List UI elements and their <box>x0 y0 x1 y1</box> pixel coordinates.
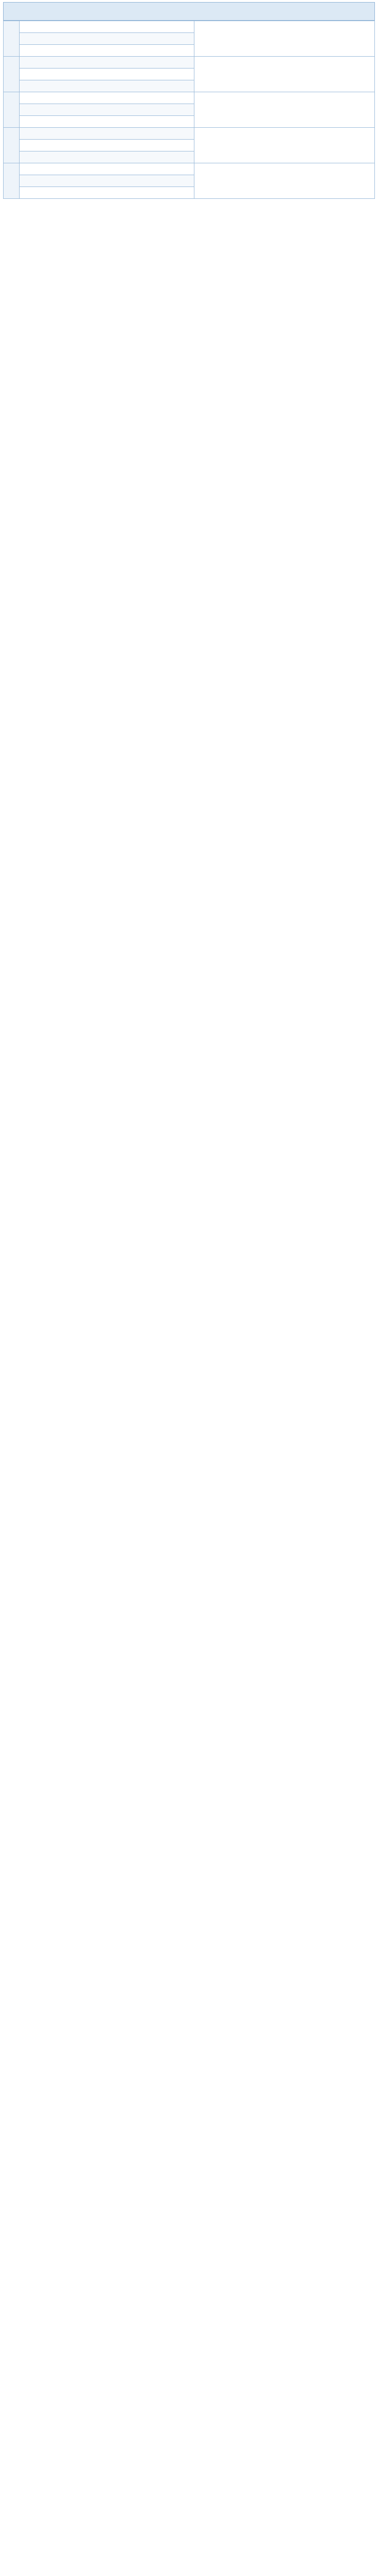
organisation-name <box>20 92 194 104</box>
organisation-name <box>20 104 194 116</box>
project-title <box>194 128 375 163</box>
organisation-name <box>20 175 194 187</box>
project-title <box>194 57 375 92</box>
organisation-name <box>20 80 194 92</box>
table-row <box>4 57 375 69</box>
organisation-name <box>20 45 194 57</box>
project-title <box>194 92 375 128</box>
page-title <box>3 2 375 21</box>
organisation-name <box>20 151 194 163</box>
entry-number <box>4 92 20 128</box>
organisation-name <box>20 116 194 128</box>
table-row <box>4 163 375 175</box>
organisation-name <box>20 69 194 80</box>
organisation-name <box>20 128 194 140</box>
table-row <box>4 128 375 140</box>
entry-number <box>4 57 20 92</box>
organisation-name <box>20 163 194 175</box>
organisation-name <box>20 33 194 45</box>
project-title <box>194 163 375 199</box>
organisation-name <box>20 140 194 151</box>
entry-number <box>4 21 20 57</box>
organisation-name <box>20 21 194 33</box>
project-title <box>194 21 375 57</box>
awards-sheet <box>0 0 378 201</box>
organisation-name <box>20 57 194 69</box>
organisation-name <box>20 187 194 199</box>
awards-table <box>3 21 375 199</box>
table-row <box>4 92 375 104</box>
entry-number <box>4 163 20 199</box>
entry-number <box>4 128 20 163</box>
table-row <box>4 21 375 33</box>
